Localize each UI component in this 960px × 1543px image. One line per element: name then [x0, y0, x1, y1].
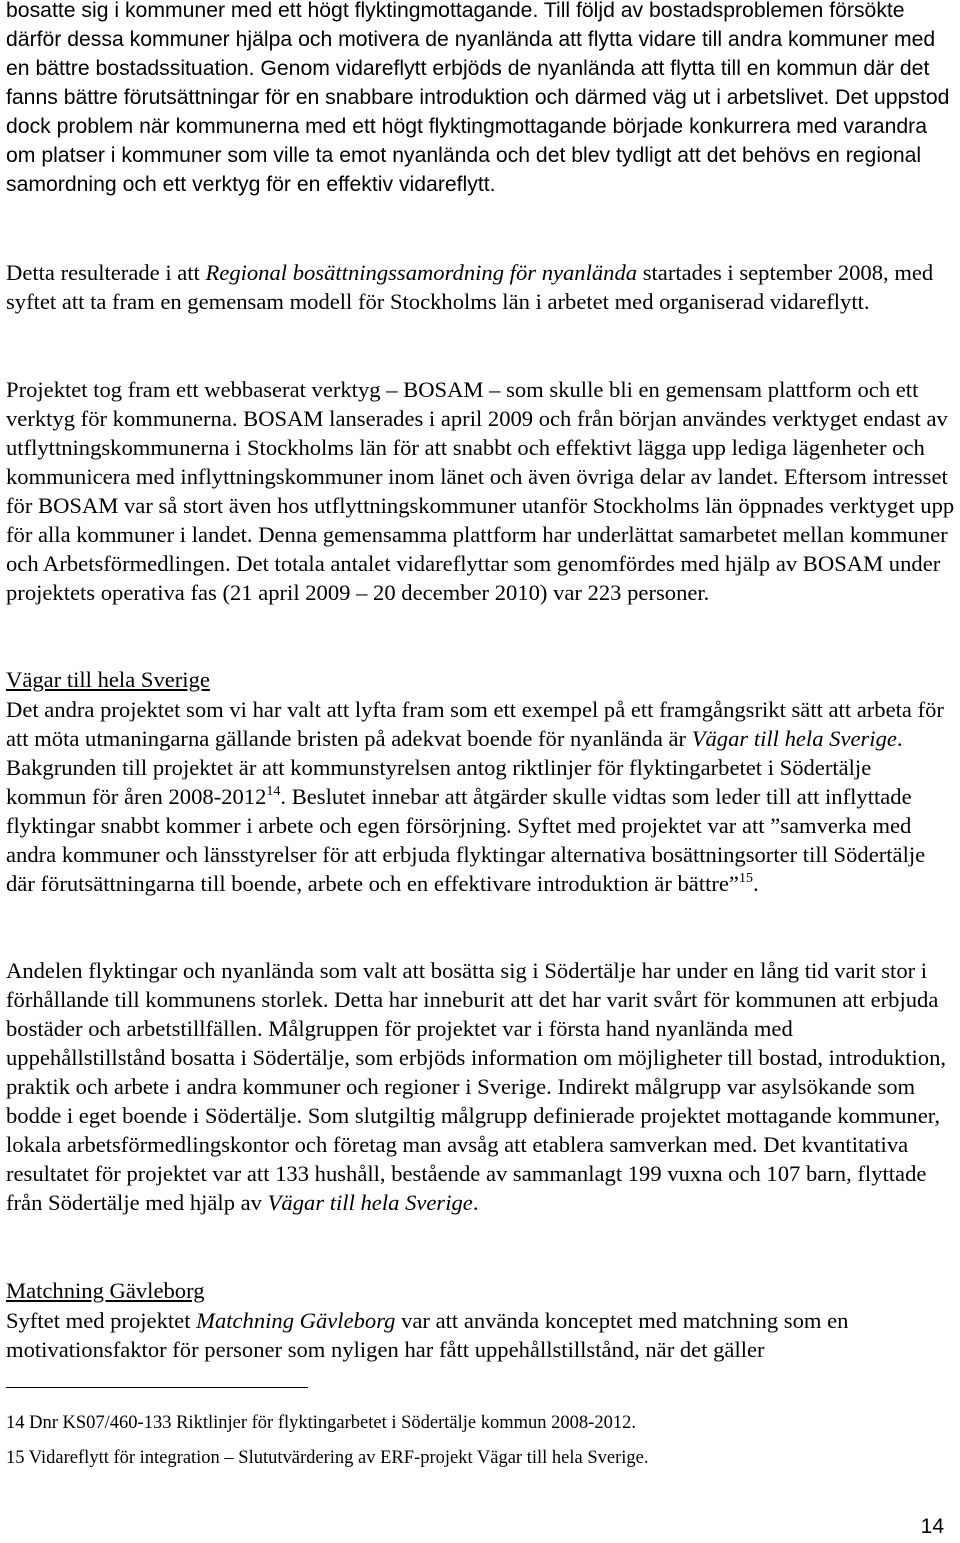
footnote-14: 14 Dnr KS07/460-133 Riktlinjer för flyktingarbetet i Södertälje kommun 2008-2012. [6, 1413, 636, 1433]
page-number: 14 [920, 1515, 944, 1538]
section-heading-vagar: Vägar till hela Sverige [6, 667, 210, 692]
footnote-ref-14: 14 [266, 784, 281, 799]
footnote-divider [6, 1387, 308, 1388]
section-heading-matchning: Matchning Gävleborg [6, 1278, 205, 1303]
paragraph-bosam: Projektet tog fram ett webbaserat verktyg – BOSAM – som skulle bli en gemensam plattform och ett verktyg för kommunerna. BOSAM lanserades i april 2009 och från början användes verktyget endast av utflyttningskommunerna i Stockholms län för att snabbt och effektivt lägga upp lediga lägenheter och kommunicera med inflyttningskommuner inom länet och även övriga delar av landet. Eftersom intresset för BOSAM var så stort även hos utflyttningskommuner utanför Stockholms län öppnades verktyget upp för alla kommuner i landet. Denna gemensamma plattform har underlättat samarbetet mellan kommuner och Arbetsförmedlingen. Det totala antalet vidareflyttar som genomfördes med hjälp av BOSAM under projektets operativa fas (21 april 2009 – 20 december 2010) var 223 personer. [6, 377, 955, 605]
paragraph-vagar: Det andra projektet som vi har valt att lyfta fram som ett exempel på ett framgångsrikt sätt att arbeta för att möta utmaningarna gällande bristen på adekvat boende för nyanlända är Vägar till hela Sverige. Bakgrunden till projektet är att kommunstyrelsen antog riktlinjer för flyktingarbetet i Södertälje kommun för åren 2008-2012$^{14}$. Beslutet innebar att åtgärder skulle vidtas som leder till att inflyttade flyktingar snabbt kommer i arbete och egen försörjning. Syftet med projektet var att ”samverka med andra kommuner och länsstyrelser för att erbjuda flyktingar alternativa bosättningsorter till Södertälje där förutsättningarna till boende, arbete och en effektivare introduktion är bättre”$^{15}$. [6, 697, 944, 896]
paragraph-andelen: Andelen flyktingar och nyanlända som valt att bosätta sig i Södertälje har under en lång tid varit stor i förhållande till kommunens storlek. Detta har inneburit att det har varit svårt för kommunen att erbjuda bostäder och arbetstillfällen. Målgruppen för projektet var i första hand nyanlända med uppehållstillstånd bosatta i Södertälje, som erbjöds information om möjligheter till bostad, introduktion, praktik och arbete i andra kommuner och regioner i Sverige. Indirekt målgrupp var asylsökande som bodde i eget boende i Södertälje. Som slutgiltig målgrupp definierade projektet mottagande kommuner, lokala arbetsförmedlingskontor och företag man avsåg att etablera samverkan med. Det kvantitativa resultatet för projektet var att 133 hushåll, bestående av sammanlagt 199 vuxna och 107 barn, flyttade från Södertälje med hjälp av Vägar till hela Sverige. [6, 958, 947, 1215]
paragraph-intro: bosatte sig i kommuner med ett högt flyktingmottagande. Till följd av bostadsproblemen försökte därför dessa kommuner hjälpa och motivera de nyanlända att flytta vidare till andra kommuner med en bättre bostadssituation. Genom vidareflytt erbjöds de nyanlända att flytta till en kommun där det fanns bättre förutsättningar för en snabbare introduktion och därmed väg ut i arbetslivet. Det uppstod dock problem när kommunerna med ett högt flyktingmottagande började konkurrera med varandra om platser i kommuner som ville ta emot nyanlända och det blev tydligt att det behövs en regional samordning och ett verktyg för en effektiv vidareflytt. [6, 0, 950, 196]
paragraph-regional-samordning: Detta resulterade i att Regional bosättningssamordning för nyanlända startades i september 2008, med syftet att ta fram en gemensam modell för Stockholms län i arbetet med organiserad vidareflytt. [6, 260, 934, 314]
project-name-regional: Regional bosättningssamordning för nyanlända [205, 260, 638, 285]
paragraph-matchning: Syftet med projektet Matchning Gävleborg var att använda konceptet med matchning som en motivationsfaktor för personer som nyligen har fått uppehållstillstånd, när det gäller [6, 1308, 849, 1362]
footnote-ref-15: 15 [738, 871, 753, 886]
footnote-15: 15 Vidareflytt för integration – Slututvärdering av ERF-projekt Vägar till hela Sverige. [6, 1448, 649, 1468]
